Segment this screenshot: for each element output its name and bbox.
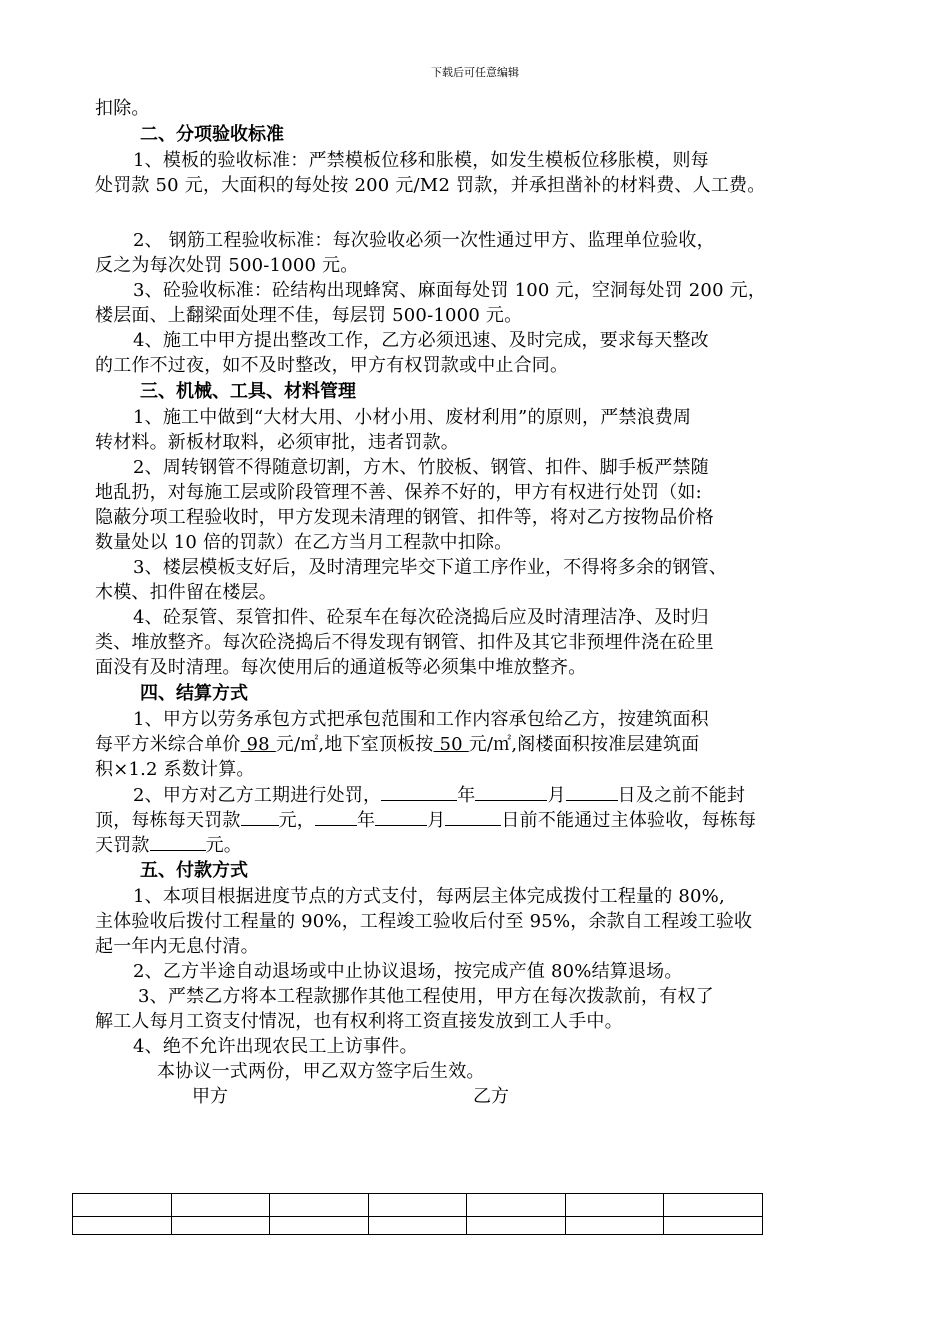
text-line: 2、乙方半途自动退场或中止协议退场，按完成产值 80%结算退场。 bbox=[133, 961, 683, 982]
text-line: 1、模板的验收标准：严禁模板位移和胀模，如发生模板位移胀模，则每 bbox=[133, 150, 709, 171]
footer-table bbox=[72, 1193, 763, 1235]
unit-price-value: 98 bbox=[240, 734, 276, 755]
header-note: 下载后可任意编辑 bbox=[431, 66, 519, 79]
text-segment: 元/㎡,地下室顶板按 bbox=[275, 734, 434, 755]
text-line: 解工人每月工资支付情况，也有权利将工资直接发放到工人手中。 bbox=[95, 1011, 623, 1032]
penalty-blank bbox=[241, 807, 279, 826]
table-cell bbox=[467, 1217, 566, 1235]
table-cell bbox=[664, 1194, 763, 1217]
text-line: 扣除。 bbox=[95, 98, 150, 119]
year-blank bbox=[315, 807, 357, 826]
text-segment: 天罚款 bbox=[95, 835, 150, 856]
text-line: 3、楼层模板支好后，及时清理完毕交下道工序作业，不得将多余的钢管、 bbox=[133, 557, 728, 578]
text-segment: 2、甲方对乙方工期进行处罚， bbox=[133, 785, 382, 806]
text-line: 积×1.2 系数计算。 bbox=[95, 759, 255, 780]
text-line: 4、施工中甲方提出整改工作，乙方必须迅速、及时完成，要求每天整改 bbox=[133, 330, 709, 351]
text-line: 数量处以 10 倍的罚款）在乙方当月工程款中扣除。 bbox=[95, 532, 513, 553]
text-line: 4、绝不允许出现农民工上访事件。 bbox=[133, 1036, 418, 1057]
text-line: 楼层面、上翻梁面处理不佳，每层罚 500-1000 元。 bbox=[95, 305, 523, 326]
text-line: 1、施工中做到“大材大用、小材小用、废材利用”的原则，严禁浪费周 bbox=[133, 407, 692, 428]
section-heading-materials: 三、机械、工具、材料管理 bbox=[140, 381, 356, 402]
text-line: 隐蔽分项工程验收时，甲方发现未清理的钢管、扣件等，将对乙方按物品价格 bbox=[95, 507, 714, 528]
text-segment: 年 bbox=[457, 785, 476, 806]
table-row bbox=[73, 1217, 763, 1235]
text-line: 转材料。新板材取料，必须审批，违者罚款。 bbox=[95, 432, 459, 453]
text-line: 处罚款 50 元，大面积的每处按 200 元/M2 罚款，并承担凿补的材料费、人工费。 bbox=[95, 175, 766, 196]
year-blank bbox=[381, 782, 457, 801]
text-segment: 元， bbox=[278, 810, 316, 831]
section-heading-payment: 五、付款方式 bbox=[140, 860, 248, 881]
text-line: 木模、扣件留在楼层。 bbox=[95, 582, 277, 603]
text-segment: 日前不能通过主体验收，每栋每 bbox=[501, 810, 757, 831]
basement-price-value: 50 bbox=[433, 734, 469, 755]
month-blank bbox=[475, 782, 547, 801]
table-cell bbox=[270, 1217, 369, 1235]
text-line: 的工作不过夜，如不及时整改，甲方有权罚款或中止合同。 bbox=[95, 355, 569, 376]
table-cell bbox=[368, 1217, 467, 1235]
text-segment: 年 bbox=[357, 810, 376, 831]
text-line: 3、严禁乙方将本工程款挪作其他工程使用，甲方在每次拨款前，有权了 bbox=[138, 986, 714, 1007]
penalty-blank bbox=[150, 832, 206, 851]
text-segment: 月 bbox=[547, 785, 566, 806]
text-line: 起一年内无息付清。 bbox=[95, 936, 259, 957]
table-cell bbox=[73, 1194, 172, 1217]
table-cell bbox=[565, 1194, 664, 1217]
text-line: 反之为每次处罚 500-1000 元。 bbox=[95, 255, 359, 276]
party-a-label: 甲方 bbox=[192, 1086, 228, 1107]
text-line: 3、砼验收标准：砼结构出现蜂窝、麻面每处罚 100 元，空洞每处罚 200 元， bbox=[133, 280, 767, 301]
contract-document bbox=[95, 96, 865, 1109]
text-line-penalty bbox=[95, 832, 865, 857]
table-cell bbox=[368, 1194, 467, 1217]
day-blank bbox=[445, 807, 501, 826]
month-blank bbox=[375, 807, 427, 826]
table-cell bbox=[565, 1217, 664, 1235]
signature-row bbox=[95, 1084, 865, 1109]
table-cell bbox=[467, 1194, 566, 1217]
text-line: 2、 钢筋工程验收标准：每次验收必须一次性通过甲方、监理单位验收， bbox=[133, 230, 715, 251]
text-segment: 日及之前不能封 bbox=[617, 785, 746, 806]
table-cell bbox=[171, 1194, 270, 1217]
section-heading-acceptance: 二、分项验收标准 bbox=[140, 124, 284, 145]
text-line: 1、本项目根据进度节点的方式支付，每两层主体完成拨付工程量的 80%, bbox=[133, 886, 725, 907]
text-segment: 元/㎡,阁楼面积按准层建筑面 bbox=[468, 734, 700, 755]
text-segment: 元。 bbox=[205, 835, 243, 856]
text-line: 1、甲方以劳务承包方式把承包范围和工作内容承包给乙方，按建筑面积 bbox=[133, 709, 709, 730]
text-line: 地乱扔，对每施工层或阶段管理不善、保养不好的，甲方有权进行处罚（如: bbox=[95, 482, 702, 503]
text-line: 4、砼泵管、泵管扣件、砼泵车在每次砼浇捣后应及时清理洁净、及时归 bbox=[133, 607, 709, 628]
text-segment: 月 bbox=[427, 810, 446, 831]
text-line-penalty bbox=[95, 807, 865, 832]
table-row bbox=[73, 1194, 763, 1217]
text-line-deadline bbox=[95, 782, 865, 807]
text-line: 面没有及时清理。每次使用后的通道板等必须集中堆放整齐。 bbox=[95, 657, 587, 678]
table-cell bbox=[664, 1217, 763, 1235]
table-cell bbox=[171, 1217, 270, 1235]
table-cell bbox=[73, 1217, 172, 1235]
day-blank bbox=[566, 782, 618, 801]
text-line: 2、周转钢管不得随意切割，方木、竹胶板、钢管、扣件、脚手板严禁随 bbox=[133, 457, 709, 478]
text-segment: 每平方米综合单价 bbox=[95, 734, 241, 755]
text-line: 主体验收后拨付工程量的 90%，工程竣工验收后付至 95%，余款自工程竣工验收 bbox=[95, 911, 753, 932]
table-cell bbox=[270, 1194, 369, 1217]
text-segment: 顶，每栋每天罚款 bbox=[95, 810, 241, 831]
text-line-effectiveness: 本协议一式两份，甲乙双方签字后生效。 bbox=[157, 1061, 485, 1082]
party-b-label: 乙方 bbox=[473, 1086, 509, 1107]
text-line: 类、堆放整齐。每次砼浇捣后不得发现有钢管、扣件及其它非预埋件浇在砼里 bbox=[95, 632, 714, 653]
text-line-unit-price bbox=[95, 732, 865, 757]
section-heading-settlement: 四、结算方式 bbox=[140, 683, 248, 704]
